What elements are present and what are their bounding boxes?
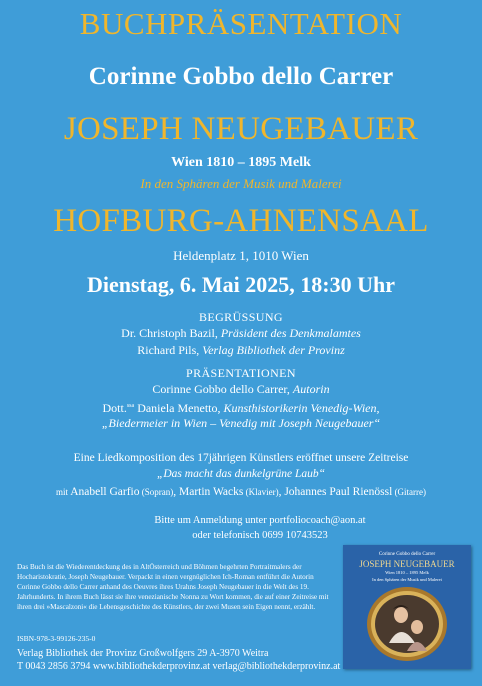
performer-name: Anabell Garfio (70, 486, 140, 498)
speaker-role: Präsident des Denkmalamtes (220, 326, 361, 340)
performer-role: (Klavier) (243, 487, 279, 497)
music-intro: Eine Liedkomposition des 17jährigen Künstlers eröffnet unsere Zeitreise (73, 452, 409, 464)
presenter-role: Kunsthistorikerin Venedig-Wien, (223, 401, 380, 415)
isbn: ISBN-978-3-99126-235-0 (17, 634, 96, 643)
book-description: Das Buch ist die Wiederentdeckung des in AltÖsterreich und Böhmen begehrten Portraitmalers der Hocharistokratie, Joseph Neugebauer. Verpackt in einen vergnüglichen Ich-Roman entführt die Autorin Corinne Gobbo dello Carrer anhand des Oeuvres ihres Urahns Joseph Neugebauer in die Welt des 19. Jahrhunderts. In ihrem Buch lässt sie ihre venezianische Nonna zu Wort kommen, die auf einer Zeitreise mit ihren drei »Mascalzoni« die Lebensgeschichte des Künstlers, der zwei Musen sein Eigen nennt, erzählt. (17, 563, 329, 611)
cover-author: Corinne Gobbo dello Carrer (378, 552, 436, 557)
presentation-item (0, 398, 482, 416)
speaker-role: Verlag Bibliothek der Provinz (202, 343, 345, 357)
poster-author: Corinne Gobbo dello Carrer (88, 63, 394, 90)
publisher-contact: T 0043 2856 3794 www.bibliothekderprovinz.at verlag@bibliothekderprovinz.at (17, 661, 341, 672)
presenter-title: Dott. (102, 401, 127, 415)
greeting-item (0, 325, 482, 341)
performer-name: , Johannes Paul Rienössl (278, 486, 393, 498)
presenter-name: Daniela Menetto, (134, 401, 224, 415)
registration-phone: oder telefonisch 0699 10743523 (192, 530, 328, 541)
presentations-title: PRÄSENTATIONEN (186, 366, 296, 380)
performer-role: (Gitarre) (392, 487, 427, 497)
cover-subtitle: In den Sphären der Musik und Malerei (372, 577, 442, 582)
speaker-name: Richard Pils, (137, 343, 203, 357)
presentation-topic: „Biedermeier in Wien – Venedig mit Joseph Neugebauer“ (101, 416, 381, 430)
greeting-item (0, 342, 482, 358)
presenter-title-sup: ssa (126, 403, 135, 409)
book-cover-image (343, 545, 471, 669)
speaker-name: Dr. Christoph Bazil, (121, 326, 221, 340)
poster-subject: JOSEPH NEUGEBAUER (63, 111, 419, 147)
venue-title: HOFBURG-AHNENSAAL (53, 203, 429, 239)
performers (0, 485, 482, 500)
presenter-name: Corinne Gobbo dello Carrer, (152, 382, 293, 396)
registration-email: Bitte um Anmeldung unter portfoliocoach@aon.at (154, 515, 366, 526)
cover-dates: Wien 1810 – 1895 Melk (385, 570, 429, 575)
event-datetime: Dienstag, 6. Mai 2025, 18:30 Uhr (87, 272, 395, 297)
presentation-item (0, 381, 482, 397)
song-title: „Das macht das dunkelgrüne Laub“ (156, 468, 326, 480)
performer-name: , Martin Wacks (173, 486, 244, 498)
greeting-title: BEGRÜSSUNG (198, 310, 283, 324)
performers-with: mit (55, 487, 71, 497)
poster-kicker: BUCHPRÄSENTATION (79, 6, 403, 41)
performer-role: (Sopran) (139, 487, 174, 497)
portrait-painting-icon (363, 585, 451, 663)
publisher-address: Verlag Bibliothek der Provinz Großwolfgers 29 A-3970 Weitra (17, 648, 269, 659)
book-subtitle: In den Sphären der Musik und Malerei (140, 176, 342, 191)
cover-title: JOSEPH NEUGEBAUER (359, 559, 455, 569)
venue-address: Heldenplatz 1, 1010 Wien (173, 248, 309, 263)
presenter-role: Autorin (292, 382, 330, 396)
life-dates: Wien 1810 – 1895 Melk (171, 155, 311, 170)
